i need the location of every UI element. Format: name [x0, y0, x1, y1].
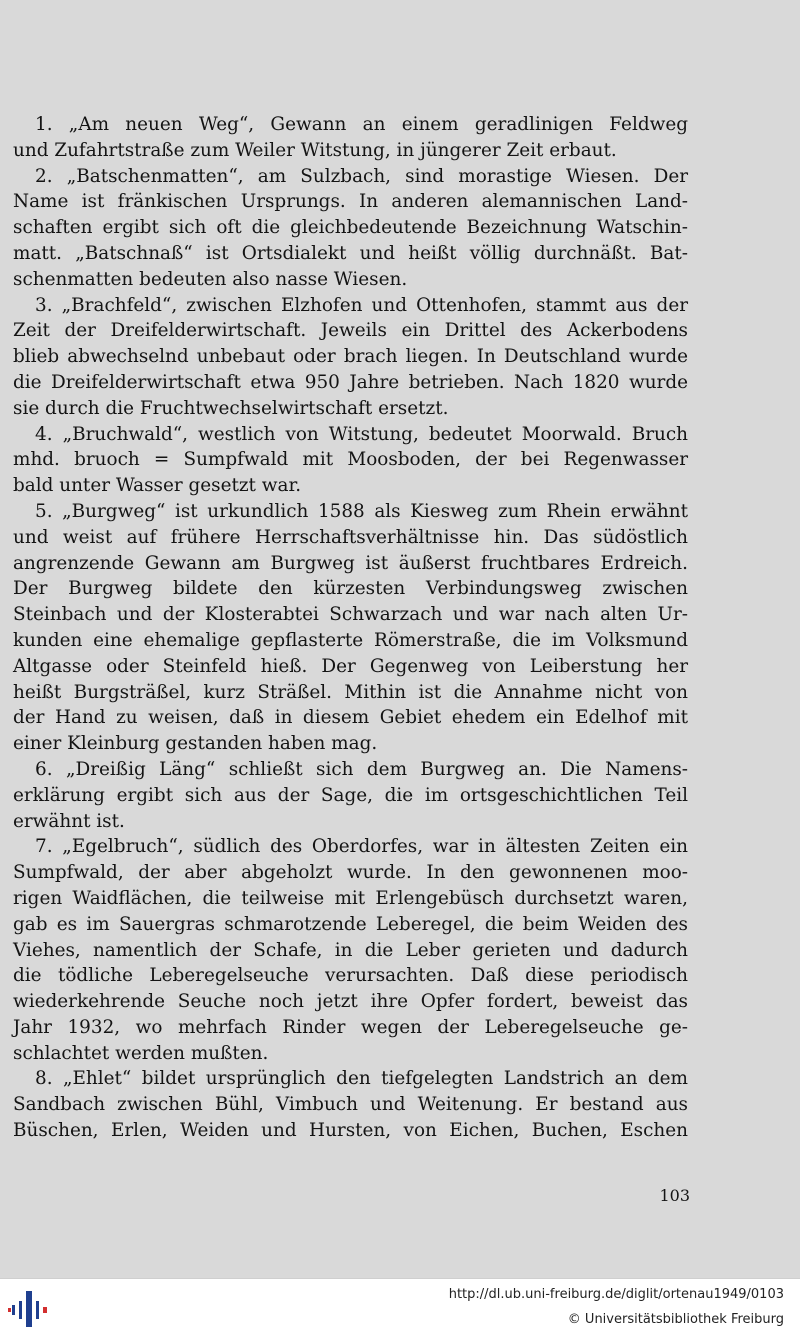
text-line: Steinbach und der Klosterabtei Schwarzach und war nach alten Ur-: [13, 604, 688, 626]
text-line: rigen Waidflächen, die teilweise mit Erlengebüsch durchsetzt waren,: [13, 887, 688, 909]
text-line: schlachtet werden mußten.: [13, 1042, 269, 1064]
text-line: angrenzende Gewann am Burgweg ist äußerst fruchtbares Erdreich.: [13, 552, 688, 574]
text-line: schaften ergibt sich oft die gleichbedeutende Bezeichnung Watschin-: [13, 217, 688, 239]
text-line: Sumpfwald, der aber abgeholzt wurde. In den gewonnenen moo-: [13, 862, 688, 884]
text-line: die Dreifelderwirtschaft etwa 950 Jahre betrieben. Nach 1820 wurde: [13, 371, 688, 393]
text-line: einer Kleinburg gestanden haben mag.: [13, 733, 378, 755]
text-line: mhd. bruoch = Sumpfwald mit Moosboden, der bei Regenwasser: [13, 449, 688, 471]
text-line: Name ist fränkischen Ursprungs. In anderen alemannischen Land-: [13, 191, 688, 213]
text-line: kunden eine ehemalige gepflasterte Römerstraße, die im Volksmund: [13, 629, 688, 651]
text-line: wiederkehrende Seuche noch jetzt ihre Opfer fordert, beweist das: [13, 991, 688, 1013]
text-line: 7. „Egelbruch“, südlich des Oberdorfes, war in ältesten Zeiten ein: [35, 836, 688, 858]
text-line: bald unter Wasser gesetzt war.: [13, 475, 302, 497]
text-line: Viehes, namentlich der Schafe, in die Leber gerieten und dadurch: [13, 939, 688, 961]
text-line: 8. „Ehlet“ bildet ursprünglich den tiefgelegten Landstrich an dem: [35, 1068, 688, 1090]
text-line: erwähnt ist.: [13, 810, 125, 832]
text-line: Büschen, Erlen, Weiden und Hursten, von Eichen, Buchen, Eschen: [13, 1120, 688, 1142]
text-line: Der Burgweg bildete den kürzesten Verbindungsweg zwischen: [13, 578, 688, 600]
text-line: 2. „Batschenmatten“, am Sulzbach, sind morastige Wiesen. Der: [35, 165, 688, 187]
text-line: 6. „Dreißig Läng“ schließt sich dem Burgweg an. Die Namens-: [35, 758, 688, 780]
text-line: schenmatten bedeuten also nasse Wiesen.: [13, 268, 408, 290]
document-url-link[interactable]: http://dl.ub.uni-freiburg.de/diglit/ortenau1949/0103: [448, 1287, 784, 1302]
text-line: die tödliche Leberegelseuche verursachten. Daß diese periodisch: [13, 965, 688, 987]
text-line: sie durch die Fruchtwechselwirtschaft ersetzt.: [13, 397, 449, 419]
viewer-footer: [0, 1278, 800, 1337]
text-line: heißt Burgsträßel, kurz Sträßel. Mithin ist die Annahme nicht von: [13, 681, 688, 703]
text-line: matt. „Batschnaß“ ist Ortsdialekt und heißt völlig durchnäßt. Bat-: [13, 242, 688, 264]
text-line: Altgasse oder Steinfeld hieß. Der Gegenweg von Leiberstung her: [13, 655, 688, 677]
body-text: [13, 112, 688, 1144]
text-line: und weist auf frühere Herrschaftsverhältnisse hin. Das südöstlich: [13, 526, 688, 548]
text-line: Sandbach zwischen Bühl, Vimbuch und Weitenung. Er bestand aus: [13, 1094, 688, 1116]
text-line: der Hand zu weisen, daß in diesem Gebiet ehedem ein Edelhof mit: [13, 707, 688, 729]
page-number: 103: [659, 1186, 690, 1205]
text-line: gab es im Sauergras schmarotzende Leberegel, die beim Weiden des: [13, 913, 688, 935]
text-line: und Zufahrtstraße zum Weiler Witstung, in jüngerer Zeit erbaut.: [13, 139, 617, 161]
text-line: Zeit der Dreifelderwirtschaft. Jeweils ein Drittel des Ackerbodens: [13, 320, 688, 342]
text-line: erklärung ergibt sich aus der Sage, die im ortsgeschichtlichen Teil: [13, 784, 688, 806]
copyright-notice: © Universitätsbibliothek Freiburg: [567, 1312, 784, 1327]
text-line: Jahr 1932, wo mehrfach Rinder wegen der Leberegelseuche ge-: [13, 1016, 688, 1038]
text-line: 1. „Am neuen Weg“, Gewann an einem geradlinigen Feldweg: [35, 114, 688, 135]
text-line: blieb abwechselnd unbebaut oder brach liegen. In Deutschland wurde: [13, 346, 688, 368]
text-line: 3. „Brachfeld“, zwischen Elzhofen und Ottenhofen, stammt aus der: [35, 294, 688, 316]
university-library-logo-icon[interactable]: [8, 1289, 52, 1329]
text-line: 4. „Bruchwald“, westlich von Witstung, bedeutet Moorwald. Bruch: [35, 423, 688, 445]
text-line: 5. „Burgweg“ ist urkundlich 1588 als Kiesweg zum Rhein erwähnt: [35, 500, 688, 522]
